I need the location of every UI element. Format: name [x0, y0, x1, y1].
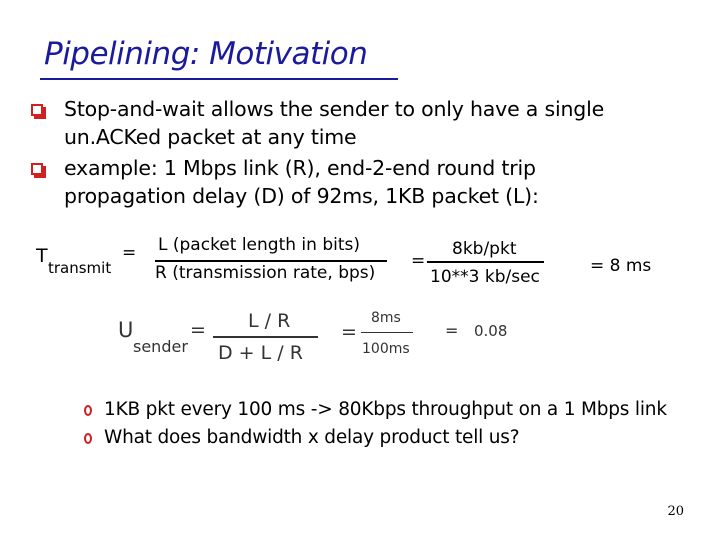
bullet-2-line-1: example: 1 Mbps link (R), end-2-end round trip [64, 156, 536, 180]
transmit-equals-1: = [122, 243, 137, 263]
slide-title: Pipelining: Motivation [44, 36, 368, 72]
utilization-fraction-2-numerator: 8ms [371, 310, 401, 326]
transmit-fraction-2-denominator: 10**3 kb/sec [430, 267, 540, 287]
utilization-lhs-subscript: sender [133, 337, 188, 356]
round-bullet-icon [84, 405, 92, 416]
transmit-equals-2: = [411, 251, 426, 271]
utilization-equals-3: = [445, 321, 459, 340]
page-number: 20 [667, 504, 684, 519]
utilization-equals-2: = [341, 321, 357, 343]
transmit-fraction-2-numerator: 8kb/pkt [452, 239, 517, 259]
transmit-fraction-2-bar [427, 261, 544, 263]
utilization-fraction-2-bar [361, 332, 413, 333]
title-underline [40, 78, 398, 80]
transmit-result: = 8 ms [590, 256, 652, 276]
utilization-lhs: U [118, 318, 134, 342]
square-bullet-icon [31, 104, 43, 116]
sub-bullet-1: 1KB pkt every 100 ms -> 80Kbps throughput on a 1 Mbps link [104, 399, 667, 420]
utilization-equals-1: = [190, 319, 206, 341]
sub-bullet-2: What does bandwidth x delay product tell us? [104, 427, 520, 448]
transmit-lhs: T [36, 245, 48, 267]
bullet-1-line-2: un.ACKed packet at any time [64, 125, 357, 149]
round-bullet-icon [84, 433, 92, 444]
bullet-2-line-2: propagation delay (D) of 92ms, 1KB packet (L): [64, 184, 539, 208]
utilization-fraction-1-denominator: D + L / R [218, 342, 303, 364]
transmit-fraction-1-denominator: R (transmission rate, bps) [155, 263, 376, 283]
square-bullet-icon [31, 163, 43, 175]
utilization-fraction-1-numerator: L / R [248, 310, 291, 332]
transmit-fraction-1-bar [155, 260, 387, 262]
utilization-fraction-2-denominator: 100ms [362, 341, 410, 357]
utilization-fraction-1-bar [213, 336, 318, 338]
transmit-fraction-1-numerator: L (packet length in bits) [158, 235, 360, 255]
transmit-lhs-subscript: transmit [48, 259, 112, 277]
utilization-result: 0.08 [474, 322, 508, 340]
bullet-1-line-1: Stop-and-wait allows the sender to only have a single [64, 97, 604, 121]
